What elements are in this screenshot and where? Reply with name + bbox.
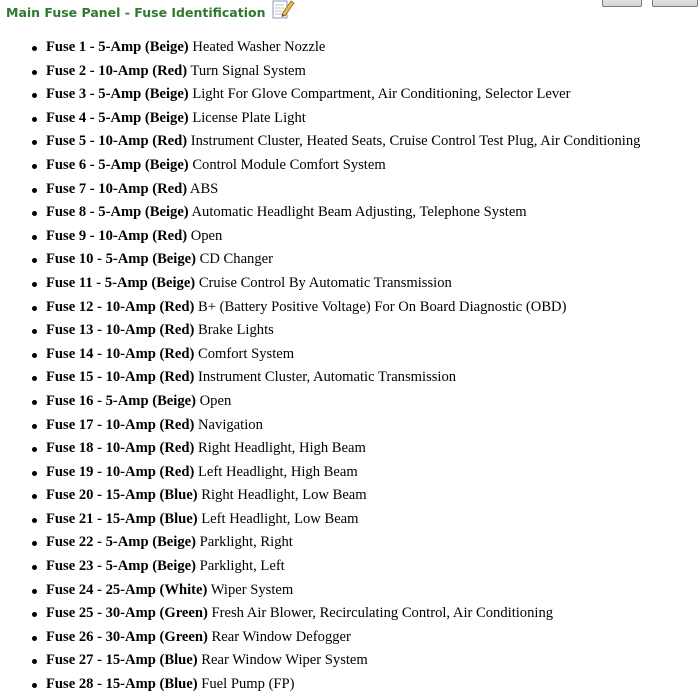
bullet-icon — [32, 235, 37, 240]
fuse-list-item — [0, 461, 700, 485]
fuse-label: Fuse 25 - 30-Amp (Green) — [46, 605, 208, 622]
fuse-label: Fuse 3 - 5-Amp (Beige) — [46, 86, 189, 103]
bullet-icon — [32, 93, 37, 98]
fuse-list-item — [0, 579, 700, 603]
fuse-description: ABS — [189, 180, 219, 197]
fuse-list-item — [0, 296, 700, 320]
bullet-icon — [32, 636, 37, 641]
fuse-list-item — [0, 154, 700, 178]
fuse-list-item — [0, 83, 700, 107]
fuse-label: Fuse 28 - 15-Amp (Blue) — [46, 676, 198, 693]
fuse-list-item — [0, 319, 700, 343]
fuse-description: Heated Washer Nozzle — [192, 39, 326, 55]
fuse-list-item — [0, 437, 700, 461]
fuse-list-item — [0, 107, 700, 131]
fuse-list-item — [0, 225, 700, 249]
fuse-label: Fuse 10 - 5-Amp (Beige) — [46, 251, 196, 268]
fuse-label: Fuse 27 - 15-Amp (Blue) — [46, 652, 198, 669]
fuse-list-item — [0, 248, 700, 272]
fuse-label: Fuse 21 - 15-Amp (Blue) — [46, 510, 198, 527]
bullet-icon — [32, 211, 37, 216]
fuse-description: Navigation — [198, 416, 263, 433]
fuse-list-item — [0, 130, 700, 154]
fuse-description: Wiper System — [210, 581, 294, 598]
fuse-label: Fuse 24 - 25-Amp (White) — [46, 581, 208, 598]
fuse-label: Fuse 1 - 5-Amp (Beige) — [46, 39, 189, 55]
bullet-icon — [32, 376, 37, 381]
fuse-list-item — [0, 366, 700, 390]
toolbar-button-right[interactable] — [652, 0, 698, 7]
bullet-icon — [32, 494, 37, 499]
fuse-label: Fuse 16 - 5-Amp (Beige) — [46, 392, 196, 409]
fuse-label: Fuse 13 - 10-Amp (Red) — [46, 322, 195, 339]
bullet-icon — [32, 683, 37, 688]
bullet-icon — [32, 329, 37, 334]
fuse-label: Fuse 26 - 30-Amp (Green) — [46, 628, 208, 645]
fuse-description: Fresh Air Blower, Recirculating Control, Air Conditioning — [211, 605, 554, 622]
fuse-description: CD Changer — [199, 251, 273, 268]
bullet-icon — [32, 140, 37, 145]
fuse-description: License Plate Light — [192, 109, 306, 126]
fuse-description: Rear Window Defogger — [211, 628, 351, 645]
fuse-label: Fuse 18 - 10-Amp (Red) — [46, 440, 195, 457]
fuse-description: Comfort System — [198, 345, 295, 362]
bullet-icon — [32, 659, 37, 664]
edit-note-icon[interactable] — [271, 0, 295, 21]
page-title: Main Fuse Panel - Fuse Identification — [6, 4, 266, 20]
fuse-description: Left Headlight, High Beam — [198, 463, 358, 480]
fuse-label: Fuse 12 - 10-Amp (Red) — [46, 298, 195, 315]
fuse-description: Brake Lights — [198, 322, 274, 339]
bullet-icon — [32, 447, 37, 452]
fuse-label: Fuse 17 - 10-Amp (Red) — [46, 416, 195, 433]
bullet-icon — [32, 424, 37, 429]
fuse-list-item — [0, 390, 700, 414]
fuse-description: Left Headlight, Low Beam — [201, 510, 359, 527]
fuse-description: Fuel Pump (FP) — [201, 676, 295, 693]
bullet-icon — [32, 70, 37, 75]
fuse-label: Fuse 14 - 10-Amp (Red) — [46, 345, 195, 362]
bullet-icon — [32, 258, 37, 263]
bullet-icon — [32, 164, 37, 169]
bullet-icon — [32, 589, 37, 594]
fuse-list — [0, 36, 700, 697]
bullet-icon — [32, 117, 37, 122]
fuse-list-item — [0, 178, 700, 202]
fuse-label: Fuse 9 - 10-Amp (Red) — [46, 227, 188, 244]
fuse-list-item — [0, 343, 700, 367]
fuse-list-item — [0, 673, 700, 697]
fuse-description: Instrument Cluster, Automatic Transmission — [198, 369, 457, 386]
fuse-label: Fuse 5 - 10-Amp (Red) — [46, 133, 188, 150]
fuse-description: Control Module Comfort System — [192, 156, 386, 173]
fuse-description: Right Headlight, Low Beam — [201, 487, 367, 504]
fuse-list-item — [0, 508, 700, 532]
bullet-icon — [32, 541, 37, 546]
fuse-list-item — [0, 602, 700, 626]
fuse-label: Fuse 2 - 10-Amp (Red) — [46, 62, 188, 79]
fuse-description: Cruise Control By Automatic Transmission — [198, 274, 452, 291]
fuse-description: Parklight, Right — [199, 534, 293, 551]
fuse-description: Instrument Cluster, Heated Seats, Cruise Control Test Plug, Air Conditioning — [190, 133, 641, 150]
fuse-label: Fuse 7 - 10-Amp (Red) — [46, 180, 188, 197]
fuse-list-item — [0, 201, 700, 225]
fuse-description: Light For Glove Compartment, Air Conditioning, Selector Lever — [192, 86, 571, 103]
bullet-icon — [32, 612, 37, 617]
fuse-description: Open — [199, 392, 232, 409]
bullet-icon — [32, 46, 37, 51]
fuse-label: Fuse 15 - 10-Amp (Red) — [46, 369, 195, 386]
bullet-icon — [32, 400, 37, 405]
fuse-label: Fuse 22 - 5-Amp (Beige) — [46, 534, 196, 551]
fuse-description: B+ (Battery Positive Voltage) For On Board Diagnostic (OBD) — [198, 298, 567, 315]
fuse-label: Fuse 8 - 5-Amp (Beige) — [46, 204, 189, 221]
fuse-list-item — [0, 414, 700, 438]
fuse-label: Fuse 19 - 10-Amp (Red) — [46, 463, 195, 480]
fuse-description: Right Headlight, High Beam — [198, 440, 366, 457]
bullet-icon — [32, 471, 37, 476]
fuse-list-item — [0, 60, 700, 84]
fuse-label: Fuse 23 - 5-Amp (Beige) — [46, 558, 196, 575]
bullet-icon — [32, 188, 37, 193]
fuse-description: Rear Window Wiper System — [201, 652, 368, 669]
fuse-description: Open — [190, 227, 223, 244]
fuse-label: Fuse 11 - 5-Amp (Beige) — [46, 274, 196, 291]
fuse-description: Parklight, Left — [199, 558, 285, 575]
fuse-list-item — [0, 484, 700, 508]
fuse-list-item — [0, 272, 700, 296]
page-header — [6, 0, 295, 24]
bullet-icon — [32, 353, 37, 358]
fuse-list-item — [0, 555, 700, 579]
fuse-list-item — [0, 649, 700, 673]
bullet-icon — [32, 282, 37, 287]
fuse-list-item — [0, 626, 700, 650]
toolbar-button-left[interactable] — [602, 0, 642, 7]
bullet-icon — [32, 306, 37, 311]
fuse-description: Turn Signal System — [190, 62, 306, 79]
fuse-list-item — [0, 36, 700, 60]
fuse-label: Fuse 6 - 5-Amp (Beige) — [46, 156, 189, 173]
fuse-description: Automatic Headlight Beam Adjusting, Telephone System — [191, 204, 527, 221]
fuse-list-item — [0, 531, 700, 555]
bullet-icon — [32, 565, 37, 570]
bullet-icon — [32, 518, 37, 523]
fuse-label: Fuse 4 - 5-Amp (Beige) — [46, 109, 189, 126]
fuse-label: Fuse 20 - 15-Amp (Blue) — [46, 487, 198, 504]
